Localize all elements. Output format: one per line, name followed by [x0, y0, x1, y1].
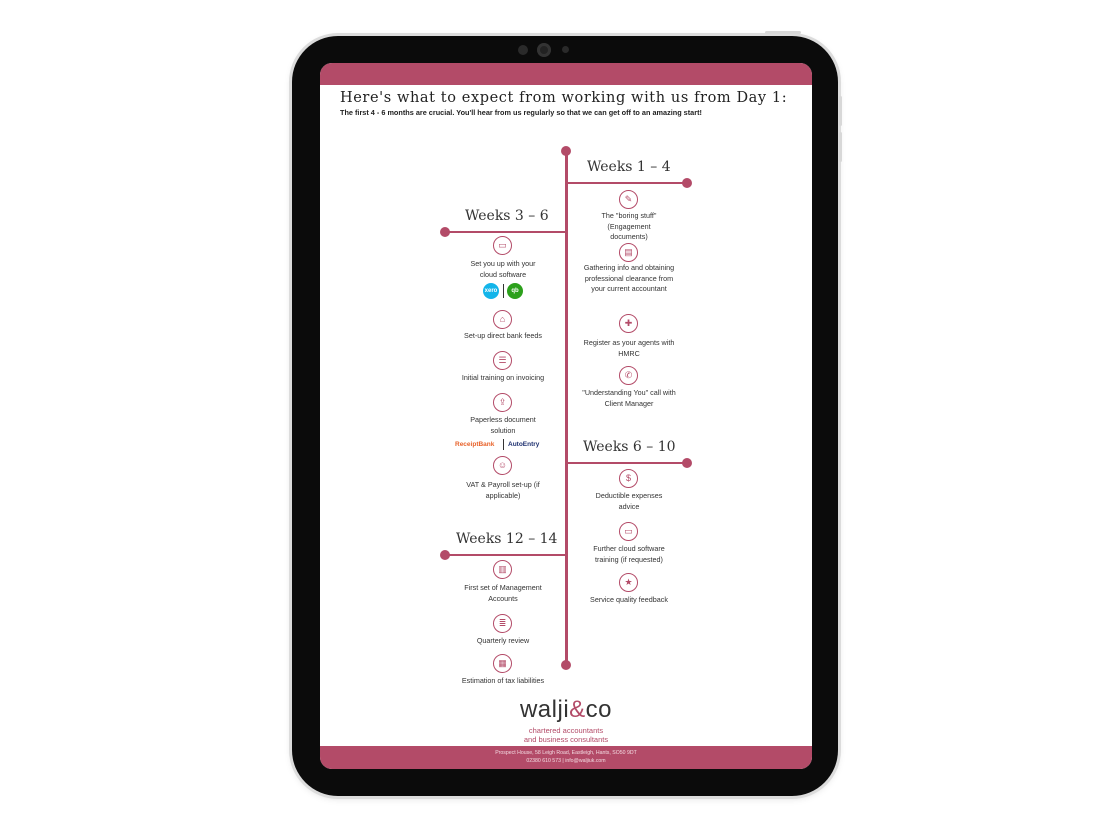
brand-logo [320, 696, 812, 724]
timeline-spine [565, 151, 568, 665]
step-cloud-software: Set you up with your cloud software [470, 259, 536, 279]
add-user-icon: ✚ [619, 314, 638, 333]
phone-icon: ✆ [619, 366, 638, 385]
branch-weeks-1-4 [567, 182, 687, 184]
brand-name-part1: walji [519, 696, 570, 723]
quickbooks-logo: qb [507, 283, 523, 299]
contract-icon: ▤ [619, 243, 638, 262]
footer-contact: 02380 610 573 | info@waljiuk.com [526, 758, 606, 764]
heading-weeks-1-4: Weeks 1 – 4 [587, 159, 671, 175]
branch-weeks-3-6 [445, 231, 567, 233]
document-screen [320, 63, 812, 769]
branch-dot-weeks-6-10 [682, 458, 692, 468]
step-boring-stuff: The "boring stuff" (Engagement documents) [601, 211, 657, 241]
laptop-icon: ▭ [619, 522, 638, 541]
timeline-end-dot [561, 660, 571, 670]
chart-report-icon: ▥ [493, 560, 512, 579]
camera-lens [537, 43, 551, 57]
step-register-hmrc: Register as your agents with HMRC [583, 338, 675, 358]
autoentry-logo: AutoEntry [508, 441, 540, 448]
step-understanding-call: "Understanding You" call with Client Manager [582, 388, 676, 408]
branch-weeks-12-14 [445, 554, 567, 556]
money-bag-icon: $ [619, 469, 638, 488]
upload-icon: ⇪ [493, 393, 512, 412]
step-mgmt-accounts: First set of Management Accounts [464, 583, 542, 603]
brand-tagline-2: and business consultants [523, 735, 609, 744]
xero-logo: xero [483, 283, 499, 299]
receiptbank-logo: ReceiptBank [455, 441, 495, 448]
volume-button-bottom [839, 132, 842, 162]
step-bank-feeds: Set-up direct bank feeds [464, 331, 542, 340]
branch-dot-weeks-12-14 [440, 550, 450, 560]
step-gathering-info: Gathering info and obtaining professional clearance from your current accountant [583, 263, 675, 293]
footer-address: Prospect House, 58 Leigh Road, Eastleigh, Hants, SO50 9DT [495, 750, 637, 756]
logo-divider [503, 284, 504, 298]
page-title: Here's what to expect from working with us from Day 1: [340, 90, 788, 106]
heading-weeks-6-10: Weeks 6 – 10 [583, 439, 676, 455]
volume-button-top [839, 96, 842, 126]
heading-weeks-3-6: Weeks 3 – 6 [465, 208, 549, 224]
step-invoicing-training: Initial training on invoicing [461, 373, 545, 382]
camera-dot-right [562, 46, 569, 53]
brand-name-part2: co [585, 696, 613, 723]
step-further-training: Further cloud software training (if requested) [593, 544, 665, 564]
calculator-icon: ▦ [493, 654, 512, 673]
step-service-feedback: Service quality feedback [590, 595, 668, 604]
step-expenses-advice: Deductible expenses advice [595, 491, 663, 511]
power-button [765, 31, 801, 34]
page-subtitle: The first 4 - 6 months are crucial. You'll hear from us regularly so that we can get off to an amazing start! [340, 108, 702, 117]
star-icon: ★ [619, 573, 638, 592]
document-pen-icon: ✎ [619, 190, 638, 209]
checklist-icon: ≣ [493, 614, 512, 633]
branch-weeks-6-10 [567, 462, 687, 464]
step-quarterly-review: Quarterly review [476, 636, 530, 645]
bank-icon: ⌂ [493, 310, 512, 329]
invoice-icon: ☰ [493, 351, 512, 370]
brand-tagline-1: chartered accountants [528, 726, 604, 735]
logo-divider-2 [503, 439, 504, 450]
timeline-start-dot [561, 146, 571, 156]
team-icon: ☺ [493, 456, 512, 475]
top-color-bar [320, 63, 812, 85]
branch-dot-weeks-1-4 [682, 178, 692, 188]
step-tax-estimation: Estimation of tax liabilities [461, 676, 545, 685]
camera-dot-left [518, 45, 528, 55]
brand-ampersand: & [569, 696, 586, 723]
step-paperless: Paperless document solution [470, 415, 536, 435]
branch-dot-weeks-3-6 [440, 227, 450, 237]
monitor-icon: ▭ [493, 236, 512, 255]
heading-weeks-12-14: Weeks 12 – 14 [456, 531, 558, 547]
step-vat-payroll: VAT & Payroll set-up (if applicable) [466, 480, 540, 500]
